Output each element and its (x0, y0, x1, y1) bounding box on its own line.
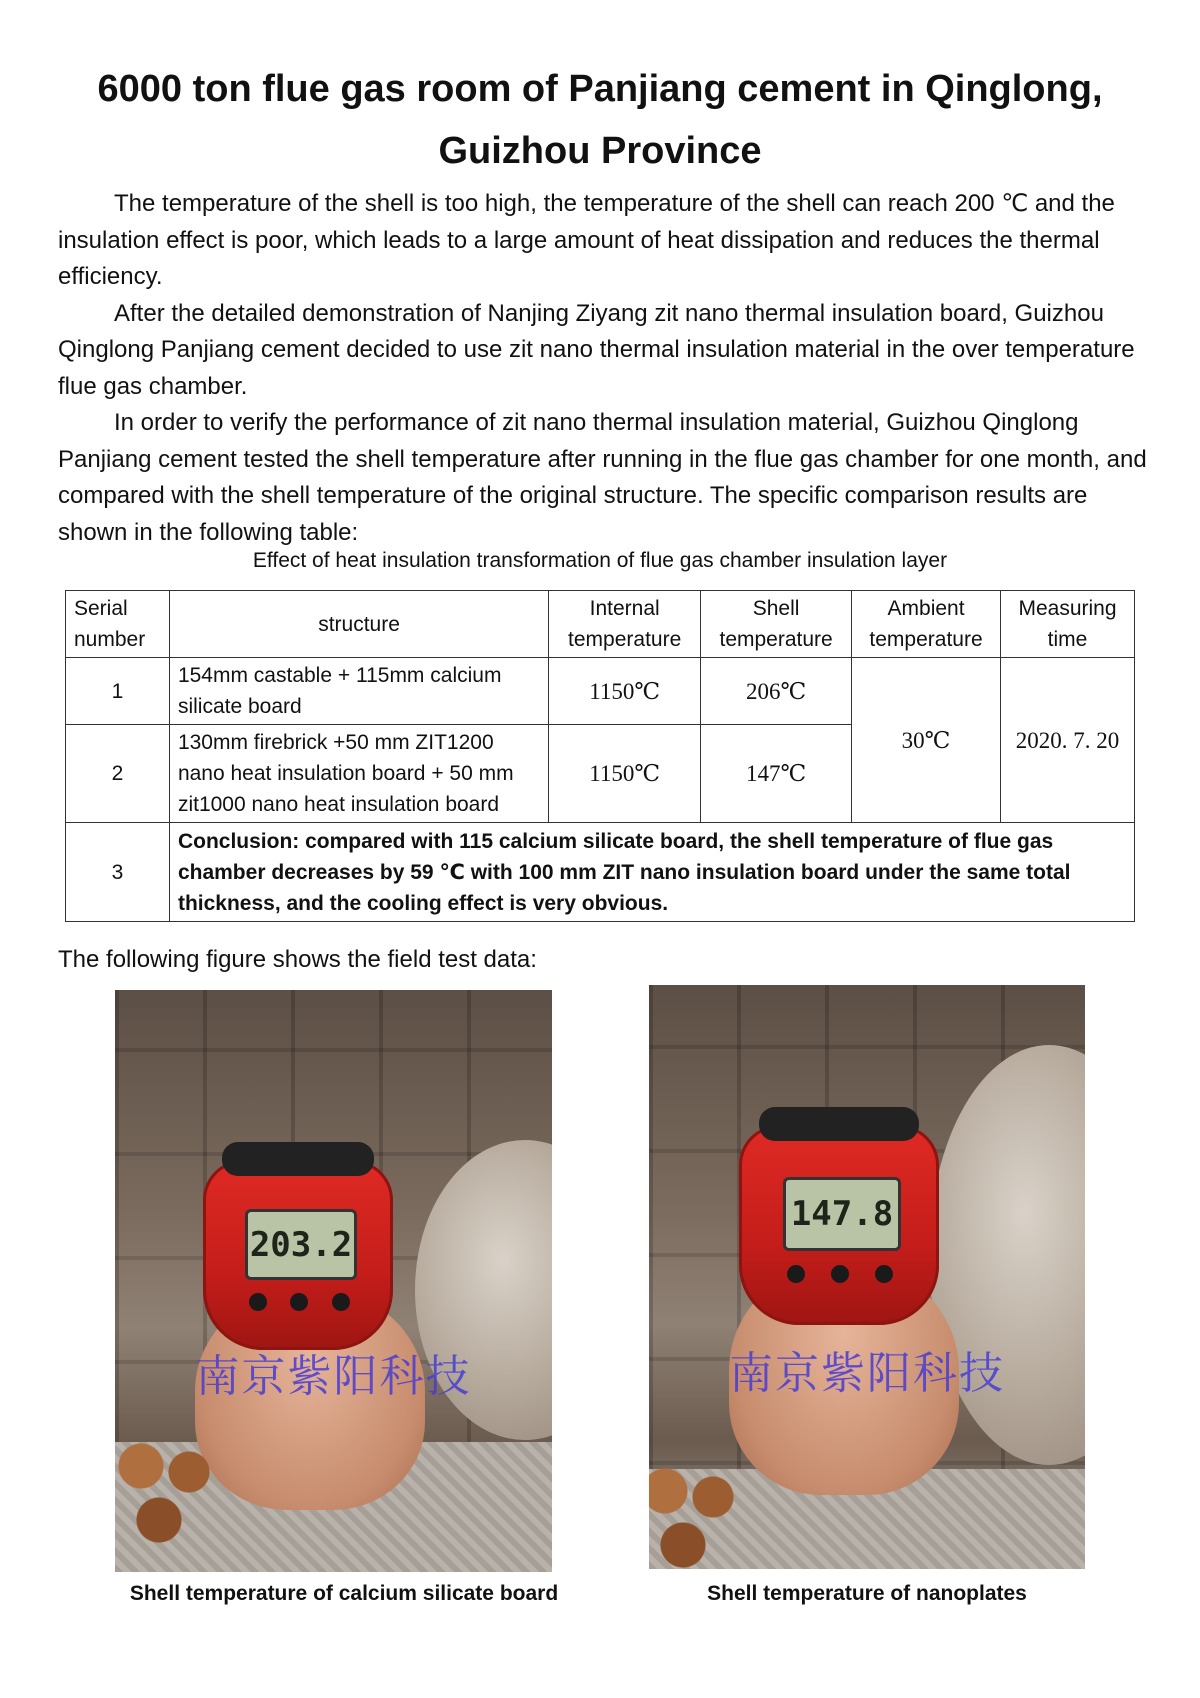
watermark: 南京紫阳科技 (729, 1348, 1005, 1399)
paragraph-3: In order to verify the performance of zit nano thermal insulation material, Guizhou Qinglong Panjiang cement tested the shell temperature after running in the flue gas chamber for one month, and compared with the shell temperature of the original structure. The specific comparison results are shown in the following table: (58, 409, 1147, 546)
caption-calcium-silicate: Shell temperature of calcium silicate board (129, 1582, 559, 1605)
thermometer-top (222, 1142, 374, 1176)
table-header-row (66, 591, 1135, 658)
thermometer-gun (739, 1125, 939, 1325)
comparison-table (65, 590, 1135, 922)
paragraph-1: The temperature of the shell is too high, the temperature of the shell can reach 200 ℃ and the insulation effect is poor, which leads to a large amount of heat dissipation and reduces the thermal efficiency. (58, 190, 1115, 290)
light-button (875, 1265, 893, 1283)
thermometer-display: 147.8 (783, 1177, 901, 1251)
watermark: 南京紫阳科技 (195, 1351, 472, 1402)
document-title: 6000 ton flue gas room of Panjiang cement in Qinglong, Guizhou Province (97, 68, 1103, 172)
photo-calcium-silicate-board (115, 990, 552, 1572)
table-caption: Effect of heat insulation transformation of flue gas chamber insulation layer (252, 549, 948, 572)
row-2-serial: 2 (66, 725, 170, 823)
ambient-temperature-value: 30℃ (852, 658, 1001, 823)
row-2-shell: 147℃ (701, 725, 852, 823)
mode-button (831, 1265, 849, 1283)
light-button (332, 1293, 350, 1311)
row-1-shell: 206℃ (701, 658, 852, 725)
header-serial: Serial number (66, 591, 170, 658)
measuring-time-value: 2020. 7. 20 (1001, 658, 1135, 823)
header-internal-temperature: Internal temperature (549, 591, 701, 658)
table-row (66, 658, 1135, 725)
header-structure: structure (169, 591, 548, 658)
mode-button (290, 1293, 308, 1311)
set-button (249, 1293, 267, 1311)
thermometer-gun (203, 1160, 393, 1350)
conclusion-text: Conclusion: compared with 115 calcium silicate board, the shell temperature of flue gas chamber decreases by 59 ℃ with 100 mm ZIT nano insulation board under the same total thickness, and the cooling effect is very obvious. (169, 823, 1134, 922)
row-2-structure: 130mm firebrick +50 mm ZIT1200 nano heat insulation board + 50 mm zit1000 nano heat insulation board (169, 725, 548, 823)
photo-nanoplates (649, 985, 1085, 1569)
row-2-internal: 1150℃ (549, 725, 701, 823)
figure-intro: The following figure shows the field test data: (58, 946, 537, 973)
paragraph-2: After the detailed demonstration of Nanjing Ziyang zit nano thermal insulation board, Guizhou Qinglong Panjiang cement decided to use zit nano thermal insulation material in the over temperature flue gas chamber. (58, 299, 1135, 400)
header-measuring-time: Measuring time (1001, 591, 1135, 658)
thermometer-display: 203.2 (245, 1209, 357, 1280)
row-1-structure: 154mm castable + 115mm calcium silicate board (169, 658, 548, 725)
header-ambient-temperature: Ambient temperature (852, 591, 1001, 658)
caption-nanoplates: Shell temperature of nanoplates (707, 1582, 1027, 1605)
row-1-serial: 1 (66, 658, 170, 725)
table-row (66, 823, 1135, 922)
set-button (787, 1265, 805, 1283)
header-shell-temperature: Shell temperature (701, 591, 852, 658)
thermometer-top (759, 1107, 919, 1141)
body-text (58, 186, 1148, 551)
conclusion-serial: 3 (66, 823, 170, 922)
row-1-internal: 1150℃ (549, 658, 701, 725)
